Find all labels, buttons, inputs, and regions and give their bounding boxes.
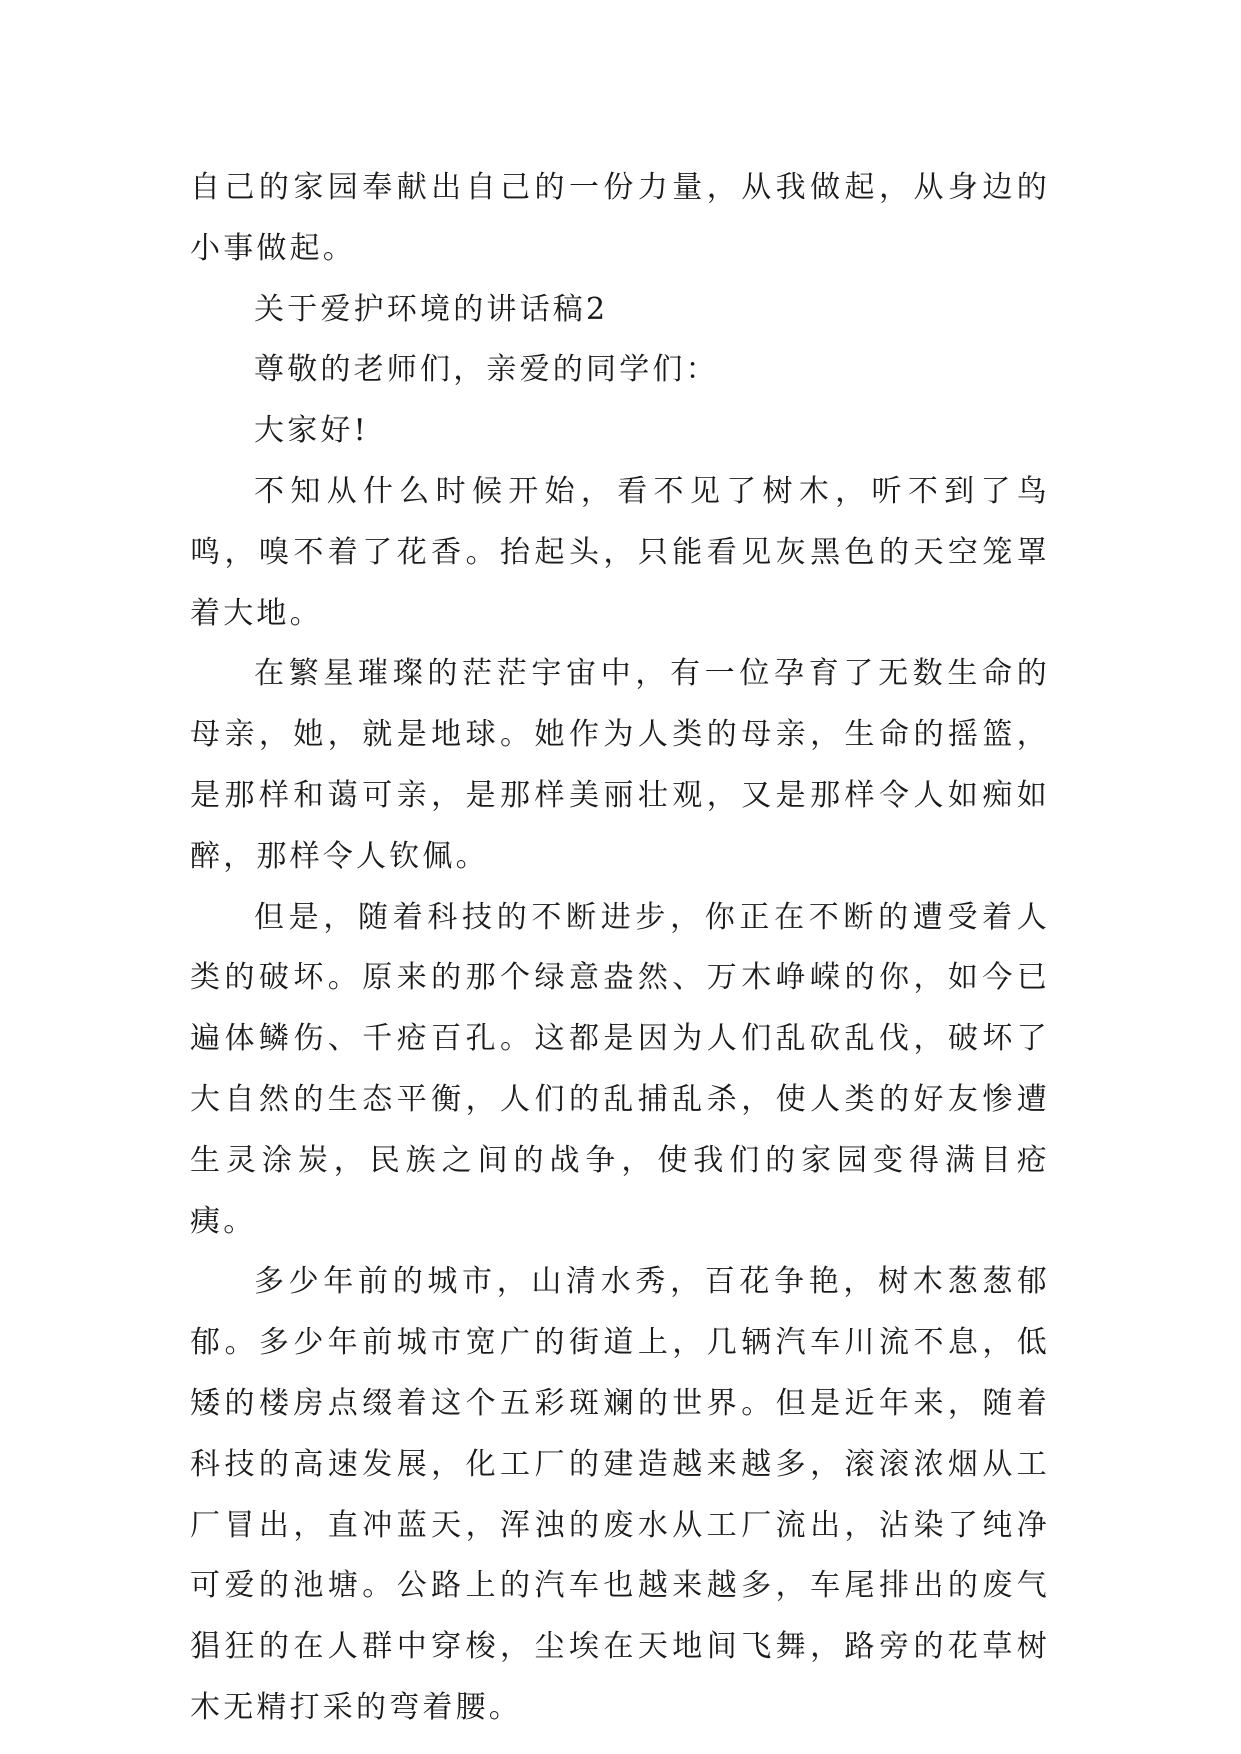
salutation: 尊敬的老师们，亲爱的同学们： — [254, 352, 719, 388]
speech-title: 关于爱护环境的讲话稿2 — [254, 291, 609, 327]
paragraph-intro-continuation: 自己的家园奉献出自己的一份力量，从我做起，从身边的小事做起。 — [190, 170, 1050, 266]
greeting: 大家好! — [254, 413, 369, 449]
paragraph: 多少年前的城市，山清水秀，百花争艳，树木葱葱郁郁。多少年前城市宽广的街道上，几辆汽车川流不息，低矮的楼房点缀着这个五彩斑斓的世界。但是近年来，随着科技的高速发展，化工厂的建造越来越多，滚滚浓烟从工厂冒出，直冲蓝天，浑浊的废水从工厂流出，沾染了纯净可爱的池塘。公路上的汽车也越来越多，车尾排出的废气猖狂的在人群中穿梭，尘埃在天地间飞舞，路旁的花草树木无精打采的弯着腰。 — [190, 1264, 1050, 1725]
paragraph: 在繁星璀璨的茫茫宇宙中，有一位孕育了无数生命的母亲，她，就是地球。她作为人类的母亲，生命的摇篮，是那样和蔼可亲，是那样美丽壮观，又是那样令人如痴如醉，那样令人钦佩。 — [190, 656, 1050, 874]
paragraph: 不知从什么时候开始，看不见了树木，听不到了鸟鸣，嗅不着了花香。抬起头，只能看见灰黑色的天空笼罩着大地。 — [190, 473, 1050, 631]
document-body — [190, 158, 1050, 1739]
paragraph: 但是，随着科技的不断进步，你正在不断的遭受着人类的破坏。原来的那个绿意盎然、万木峥嵘的你，如今已遍体鳞伤、千疮百孔。这都是因为人们乱砍乱伐，破坏了大自然的生态平衡，人们的乱捕乱杀，使人类的好友惨遭生灵涂炭，民族之间的战争，使我们的家园变得满目疮痍。 — [190, 899, 1050, 1239]
